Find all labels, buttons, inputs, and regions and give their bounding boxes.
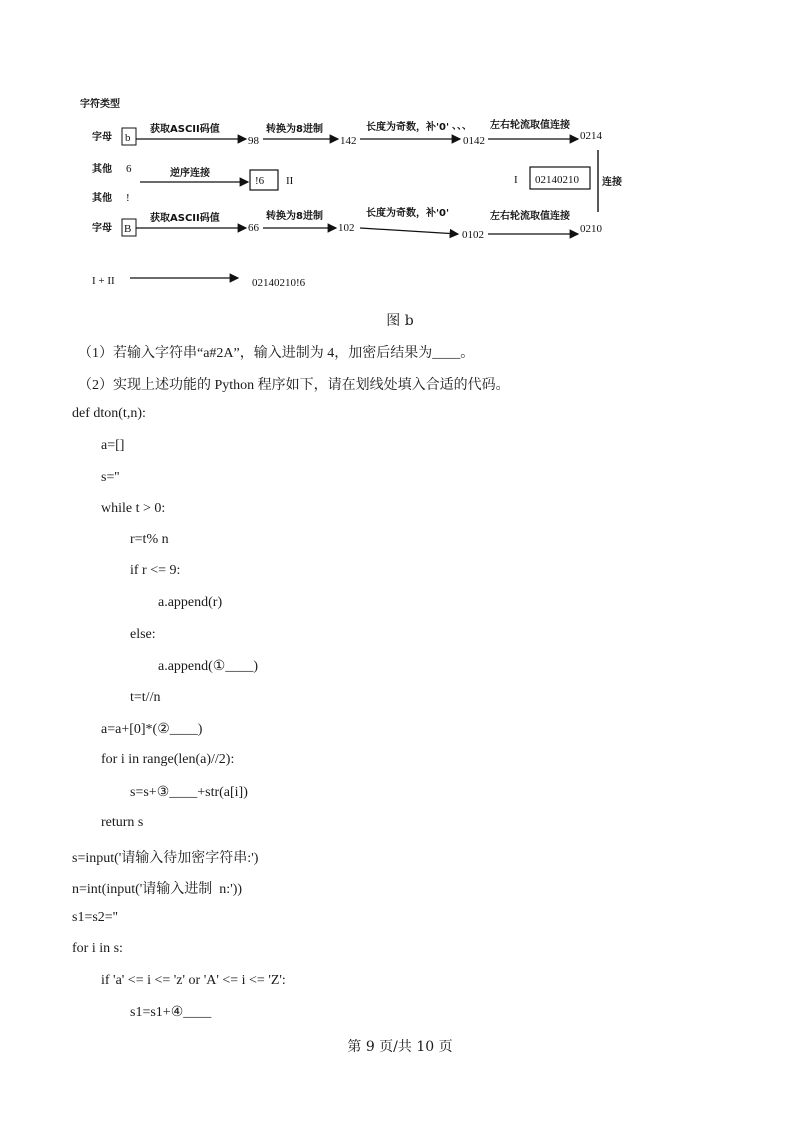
code-line: a.append(①____) <box>158 659 259 674</box>
code-line: s='' <box>101 470 120 485</box>
row4-char: B <box>124 223 132 235</box>
row4-type: 字母 <box>92 223 112 234</box>
figure-caption: 图 b <box>386 313 414 329</box>
row4-ascii: 66 <box>248 222 259 234</box>
row1-step1: 获取ASCII码值 <box>150 124 220 135</box>
row4-step4: 左右轮流取值连接 <box>490 211 570 222</box>
code-line: a.append(r) <box>158 595 223 610</box>
row3-char: ! <box>126 192 130 204</box>
encryption-flow-figure <box>70 88 630 298</box>
row4-step3: 长度为奇数，补'0' <box>366 208 450 219</box>
row4-padded: 0102 <box>462 229 484 241</box>
code-line: def dton(t,n): <box>72 406 146 421</box>
row4-step2: 转换为8进制 <box>266 211 323 222</box>
row3-roman: II <box>286 175 294 187</box>
row4-step1: 获取ASCII码值 <box>150 213 220 224</box>
row1-type: 字母 <box>92 132 112 143</box>
code-line: s=s+③____+str(a[i]) <box>130 785 248 800</box>
code-line: r=t% n <box>130 532 169 547</box>
flow-diagram <box>70 88 630 298</box>
group-i-roman: I <box>514 174 518 186</box>
page-footer: 第 9 页/共 10 页 <box>347 1039 453 1055</box>
question-1: （1）若输入字符串“a#2A”，输入进制为 4，加密后结果为____。 <box>78 346 475 361</box>
row3-step: 逆序连接 <box>170 168 210 179</box>
row3-type: 其他 <box>92 193 112 204</box>
code-line: t=t//n <box>130 690 161 705</box>
row2-type: 其他 <box>92 164 112 175</box>
combine-result: 02140210!6 <box>252 277 306 289</box>
code-line: if r <= 9: <box>130 563 181 578</box>
group-i-connect: 连接 <box>602 177 622 188</box>
row4-result: 0210 <box>580 223 602 235</box>
row1-dots: 、、、 <box>452 121 472 132</box>
row1-result: 0214 <box>580 130 602 142</box>
code-line: n=int(input('请输入进制 n:')) <box>72 882 243 897</box>
combine-label: I + II <box>92 275 115 287</box>
code-line: if 'a' <= i <= 'z' or 'A' <= i <= 'Z': <box>101 973 286 988</box>
question-2: （2）实现上述功能的 Python 程序如下，请在划线处填入合适的代码。 <box>78 378 510 393</box>
figure-heading: 字符类型 <box>80 99 120 110</box>
code-line: s1=s1+④____ <box>130 1005 212 1020</box>
row3-box-text: !6 <box>255 175 265 187</box>
row2-char: 6 <box>126 163 132 175</box>
group-i-box-text: 02140210 <box>535 174 579 186</box>
row4-octal: 102 <box>338 222 355 234</box>
row1-ascii: 98 <box>248 135 259 147</box>
row1-step4: 左右轮流取值连接 <box>490 120 570 131</box>
row1-char: b <box>125 132 131 144</box>
code-line: return s <box>101 815 144 830</box>
code-line: a=[] <box>101 438 125 453</box>
code-line: for i in s: <box>72 941 123 956</box>
code-line: else: <box>130 627 156 642</box>
row1-step2: 转换为8进制 <box>266 124 323 135</box>
row1-octal: 142 <box>340 135 357 147</box>
code-line: s=input('请输入待加密字符串:') <box>72 851 259 866</box>
code-line: for i in range(len(a)//2): <box>101 752 235 767</box>
row1-padded: 0142 <box>463 135 485 147</box>
row4-arrow3 <box>360 228 458 234</box>
code-line: a=a+[0]*(②____) <box>101 722 203 737</box>
code-line: while t > 0: <box>101 501 166 516</box>
row1-step3: 长度为奇数，补'0' <box>366 122 450 133</box>
code-line: s1=s2='' <box>72 910 118 925</box>
